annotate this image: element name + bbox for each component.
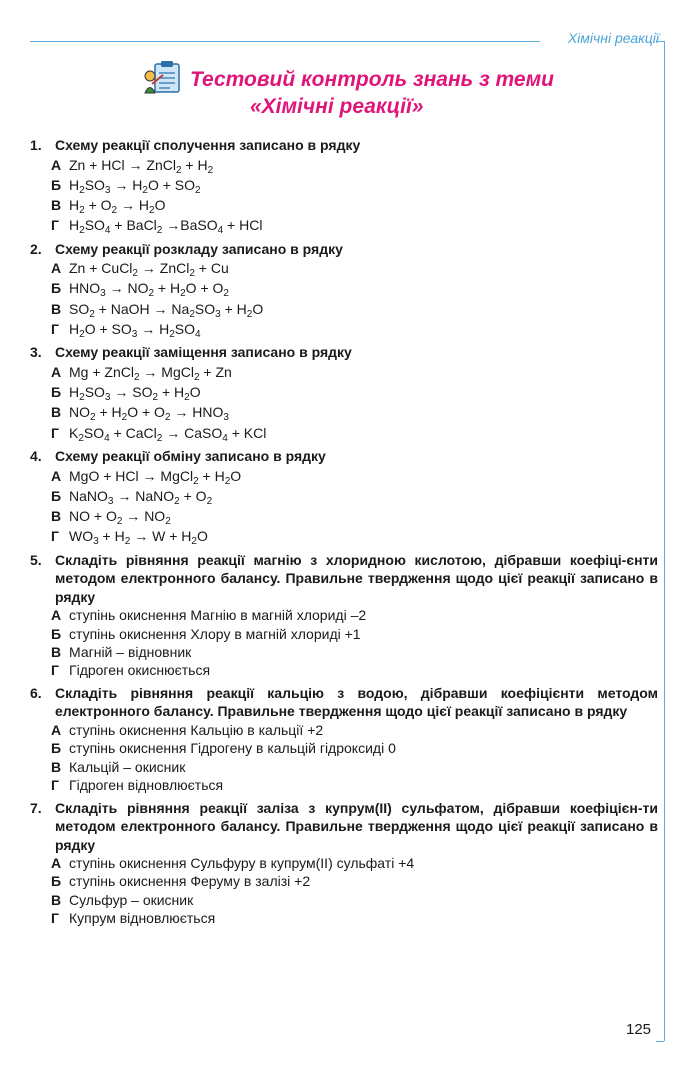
answer-option-b[interactable] xyxy=(51,278,658,298)
option-letter: А xyxy=(51,363,62,380)
answer-option-b[interactable] xyxy=(51,175,658,195)
answer-option-v[interactable] xyxy=(51,891,658,909)
question-4 xyxy=(30,447,658,547)
option-letter: В xyxy=(51,197,62,214)
option-letter: Б xyxy=(51,740,62,757)
option-text: $HNO_3 \to NO_2 + H_2O + O_2$ xyxy=(69,280,229,300)
option-text: $H_2SO_3 \to H_2O + SO_2$ xyxy=(69,176,201,196)
question-number: 3. xyxy=(30,344,42,361)
option-letter: А xyxy=(51,721,62,738)
option-text: ступінь окиснення Феруму в залізі +2 xyxy=(69,873,311,890)
option-text: Купрум відновлюється xyxy=(69,910,216,927)
question-text: Схему реакції обміну записано в рядку xyxy=(55,448,326,465)
answer-option-g[interactable] xyxy=(51,526,658,546)
option-letter: Г xyxy=(51,528,59,545)
question-number: 2. xyxy=(30,240,42,257)
option-letter: Б xyxy=(51,384,62,401)
option-text: ступінь окиснення Сульфуру в купрум(II) сульфаті +4 xyxy=(69,855,415,871)
option-letter: А xyxy=(51,855,62,871)
right-margin-rule xyxy=(664,41,665,1041)
option-letter: Г xyxy=(51,662,59,679)
title-line-2: «Хімічні реакції» xyxy=(250,95,424,118)
option-text: Mg + ZnCl$_2$ → MgCl$_2$ + Zn xyxy=(69,363,232,383)
answer-option-g[interactable] xyxy=(51,909,658,927)
option-text: $NO_2 + H_2O + O_2 \to HNO_3$ xyxy=(69,404,229,424)
rule-tick-bottom xyxy=(656,1041,664,1042)
answer-option-a[interactable] xyxy=(51,362,658,382)
option-text: Гідроген відновлюється xyxy=(69,777,224,794)
option-letter: В xyxy=(51,508,62,525)
question-2 xyxy=(30,240,658,340)
option-text: NaNO$_3$ → NaNO$_2$ + $O_2$ xyxy=(69,487,213,507)
answer-option-a[interactable] xyxy=(51,155,658,175)
option-letter: В xyxy=(51,404,62,421)
option-letter: Б xyxy=(51,280,62,297)
option-letter: Г xyxy=(51,217,59,234)
option-letter: А xyxy=(51,467,62,484)
option-text: Сульфур – окисник xyxy=(69,891,194,908)
option-letter: Б xyxy=(51,873,62,890)
answer-option-v[interactable] xyxy=(51,643,658,661)
option-letter: А xyxy=(51,260,62,277)
answer-option-b[interactable] xyxy=(51,872,658,890)
option-text: $WO_3 + H_2 \to W + H_2O$ xyxy=(69,528,208,548)
question-3 xyxy=(30,343,658,443)
answer-option-g[interactable] xyxy=(51,215,658,235)
option-text: Zn + CuCl$_2$ → ZnCl$_2$ + Cu xyxy=(69,260,229,280)
option-letter: Б xyxy=(51,625,62,642)
answer-option-g[interactable] xyxy=(51,661,658,679)
question-number: 4. xyxy=(30,448,42,465)
page-number: 125 xyxy=(626,1021,652,1038)
header-rule xyxy=(30,41,540,42)
option-text: Магній – відновник xyxy=(69,644,192,661)
option-letter: В xyxy=(51,300,62,317)
question-list xyxy=(30,136,658,932)
answer-option-b[interactable] xyxy=(51,625,658,643)
option-letter: Г xyxy=(51,777,59,794)
question-text: Схему реакції сполучення записано в рядку xyxy=(55,137,361,153)
option-letter: Г xyxy=(51,321,59,338)
question-number: 1. xyxy=(30,137,42,153)
option-text: $H_2 + O_2 \to H_2O$ xyxy=(69,197,166,217)
option-text: MgO + HCl → MgCl$_2$ + $H_2O$ xyxy=(69,467,242,487)
answer-option-g[interactable] xyxy=(51,319,658,339)
answer-option-b[interactable] xyxy=(51,382,658,402)
option-text: Гідроген окиснюється xyxy=(69,662,211,679)
question-text: Схему реакції розкладу записано в рядку xyxy=(55,240,343,257)
answer-option-a[interactable] xyxy=(51,466,658,486)
question-number: 6. xyxy=(30,684,42,701)
option-text: Zn + HCl → ZnCl$_2$ + $H_2$ xyxy=(69,156,214,176)
option-text: $SO_2$ + NaOH → $Na_2SO_3 + H_2O$ xyxy=(69,300,264,320)
option-letter: Б xyxy=(51,176,62,193)
answer-option-a[interactable] xyxy=(51,721,658,739)
answer-option-v[interactable] xyxy=(51,195,658,215)
answer-option-v[interactable] xyxy=(51,758,658,776)
answer-option-a[interactable] xyxy=(51,606,658,624)
test-clipboard-icon xyxy=(143,60,185,96)
option-letter: Г xyxy=(51,424,59,441)
option-letter: Б xyxy=(51,487,62,504)
section-header: Хімічні реакції xyxy=(567,30,659,46)
option-text: ступінь окиснення Хлору в магній хлориді +1 xyxy=(69,625,361,642)
option-text: ступінь окиснення Кальцію в кальції +2 xyxy=(69,721,324,738)
option-text: Кальцій – окисник xyxy=(69,758,186,775)
page-title xyxy=(190,66,554,120)
question-text: Складіть рівняння реакції магнію з хлоридною кислотою, дібравши коефіці-єнти методом електронного балансу. Правильне твердження щодо цієї реакції записано в рядку xyxy=(55,551,658,605)
question-number: 7. xyxy=(30,799,42,816)
question-5 xyxy=(30,551,658,680)
option-text: NO + $O_2 \to NO_2$ xyxy=(69,508,171,528)
question-7 xyxy=(30,799,658,928)
answer-option-g[interactable] xyxy=(51,776,658,794)
answer-option-a[interactable] xyxy=(51,854,658,872)
answer-option-v[interactable] xyxy=(51,506,658,526)
answer-option-g[interactable] xyxy=(51,423,658,443)
answer-option-v[interactable] xyxy=(51,299,658,319)
question-text: Складіть рівняння реакції заліза з купрум(II) сульфатом, дібравши коефіцієн-ти методом електронного балансу. Правильне твердження щодо цієї реакції записано в рядку xyxy=(55,799,658,853)
option-letter: А xyxy=(51,607,62,624)
answer-option-a[interactable] xyxy=(51,258,658,278)
option-letter: А xyxy=(51,156,62,173)
option-letter: В xyxy=(51,891,62,908)
option-text: $H_2SO_3 \to SO_2 + H_2O$ xyxy=(69,384,201,404)
title-line-1: Тестовий контроль знань з теми xyxy=(190,68,554,91)
option-letter: Г xyxy=(51,910,59,927)
option-letter: В xyxy=(51,644,62,661)
answer-option-b[interactable] xyxy=(51,486,658,506)
question-number: 5. xyxy=(30,551,42,568)
question-text: Складіть рівняння реакції кальцію з водою, дібравши коефіцієнти методом електронного балансу. Правильне твердження щодо цієї реакції записано в рядку xyxy=(55,684,658,720)
option-text: ступінь окиснення Гідрогену в кальцій гідроксиді 0 xyxy=(69,740,396,757)
option-text: $H_2O + SO_3 \to H_2SO_4$ xyxy=(69,321,201,341)
option-text: $H_2SO_4$ + BaCl$_2$ →BaSO$_4$ + HCl xyxy=(69,217,263,237)
option-letter: В xyxy=(51,758,62,775)
option-text: ступінь окиснення Магнію в магній хлориді –2 xyxy=(69,607,367,624)
option-text: $K_2SO_4$ + CaCl$_2$ → CaSO$_4$ + KCl xyxy=(69,424,267,444)
answer-option-b[interactable] xyxy=(51,739,658,757)
question-6 xyxy=(30,684,658,795)
question-1 xyxy=(30,136,658,236)
question-text: Схему реакції заміщення записано в рядку xyxy=(55,344,352,361)
answer-option-v[interactable] xyxy=(51,402,658,422)
